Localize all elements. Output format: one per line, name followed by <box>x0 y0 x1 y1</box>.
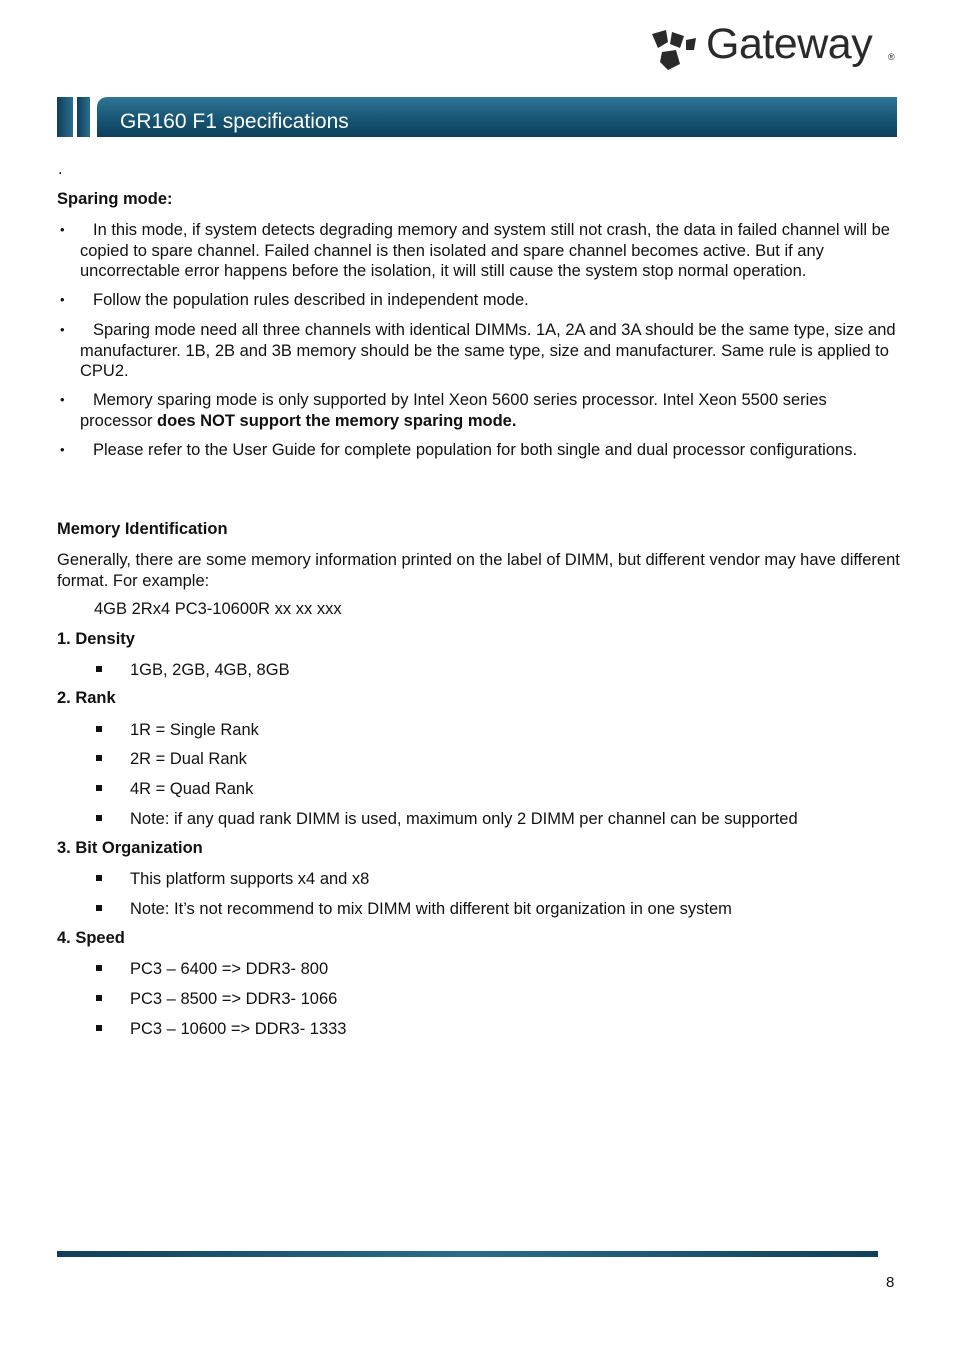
square-bullet-icon <box>96 785 102 791</box>
density-heading: 1. Density <box>57 630 135 648</box>
registered-mark: ® <box>888 52 895 62</box>
square-bullet-icon <box>96 755 102 761</box>
square-bullet-icon <box>96 815 102 821</box>
bullet-text-bold: does NOT support the memory sparing mode. <box>157 411 517 430</box>
header-band <box>57 97 897 139</box>
header-accent-bar <box>57 97 73 137</box>
list-item: Note: It’s not recommend to mix DIMM with different bit organization in one system <box>96 899 732 919</box>
bullet-text: Sparing mode need all three channels with identical DIMMs. 1A, 2A and 3A should be the same type, size and manufacturer. 1B, 2B and 3B memory should be the same type, size and manufacturer. Same rule is applied to CPU2. <box>80 321 896 380</box>
list-item <box>57 290 902 311</box>
list-item: PC3 – 6400 => DDR3- 800 <box>96 959 328 979</box>
sparing-mode-heading: Sparing mode: <box>57 190 173 208</box>
bullet-icon: • <box>60 442 65 457</box>
list-item: PC3 – 8500 => DDR3- 1066 <box>96 989 337 1009</box>
speed-heading: 4. Speed <box>57 929 125 947</box>
list-item: 2R = Dual Rank <box>96 749 247 769</box>
bit-organization-heading: 3. Bit Organization <box>57 839 203 857</box>
list-item: 1GB, 2GB, 4GB, 8GB <box>96 660 290 680</box>
square-bullet-icon <box>96 965 102 971</box>
bullet-text-regular: Memory sparing mode is only supported by Intel Xeon 5600 series processor. Intel Xeon 5500 series processor <box>80 391 827 430</box>
bullet-icon: • <box>60 292 65 307</box>
list-item: 4R = Quad Rank <box>96 779 253 799</box>
stray-dot: . <box>58 160 63 178</box>
list-item: Note: if any quad rank DIMM is used, maximum only 2 DIMM per channel can be supported <box>96 809 798 829</box>
square-bullet-icon <box>96 726 102 732</box>
bullet-icon: • <box>60 322 65 337</box>
footer-divider <box>57 1251 878 1257</box>
bullet-text: In this mode, if system detects degrading memory and system still not crash, the data in failed channel will be copied to spare channel. Failed channel is then isolated and spare channel becomes active. But if any uncorrectable error happens before the isolation, it will still cause the system stop normal operation. <box>80 221 890 280</box>
square-bullet-icon <box>96 666 102 672</box>
page-number: 8 <box>886 1274 895 1291</box>
square-bullet-icon <box>96 905 102 911</box>
rank-heading: 2. Rank <box>57 689 116 707</box>
list-item <box>57 320 902 382</box>
gateway-logo <box>650 20 900 74</box>
list-item <box>57 390 902 431</box>
memory-example: 4GB 2Rx4 PC3-10600R xx xx xxx <box>94 600 342 618</box>
memory-intro: Generally, there are some memory information printed on the label of DIMM, but different vendor may have different format. For example: <box>57 551 900 590</box>
list-item: PC3 – 10600 => DDR3- 1333 <box>96 1019 346 1039</box>
bullet-icon: • <box>60 222 65 237</box>
square-bullet-icon <box>96 875 102 881</box>
bullet-text: Please refer to the User Guide for complete population for both single and dual processor configurations. <box>93 441 858 459</box>
memory-identification-heading: Memory Identification <box>57 520 228 538</box>
gateway-cow-spots-icon <box>650 28 698 72</box>
list-item: 1R = Single Rank <box>96 720 259 740</box>
square-bullet-icon <box>96 1025 102 1031</box>
brand-name: Gateway <box>706 20 873 68</box>
bullet-icon: • <box>60 392 65 407</box>
list-item <box>57 440 902 461</box>
square-bullet-icon <box>96 995 102 1001</box>
page-title: GR160 F1 specifications <box>120 110 349 133</box>
list-item <box>57 220 902 282</box>
list-item: This platform supports x4 and x8 <box>96 869 369 889</box>
header-accent-bar <box>77 97 90 137</box>
bullet-text: Follow the population rules described in independent mode. <box>93 291 529 309</box>
bullet-text <box>57 390 902 431</box>
